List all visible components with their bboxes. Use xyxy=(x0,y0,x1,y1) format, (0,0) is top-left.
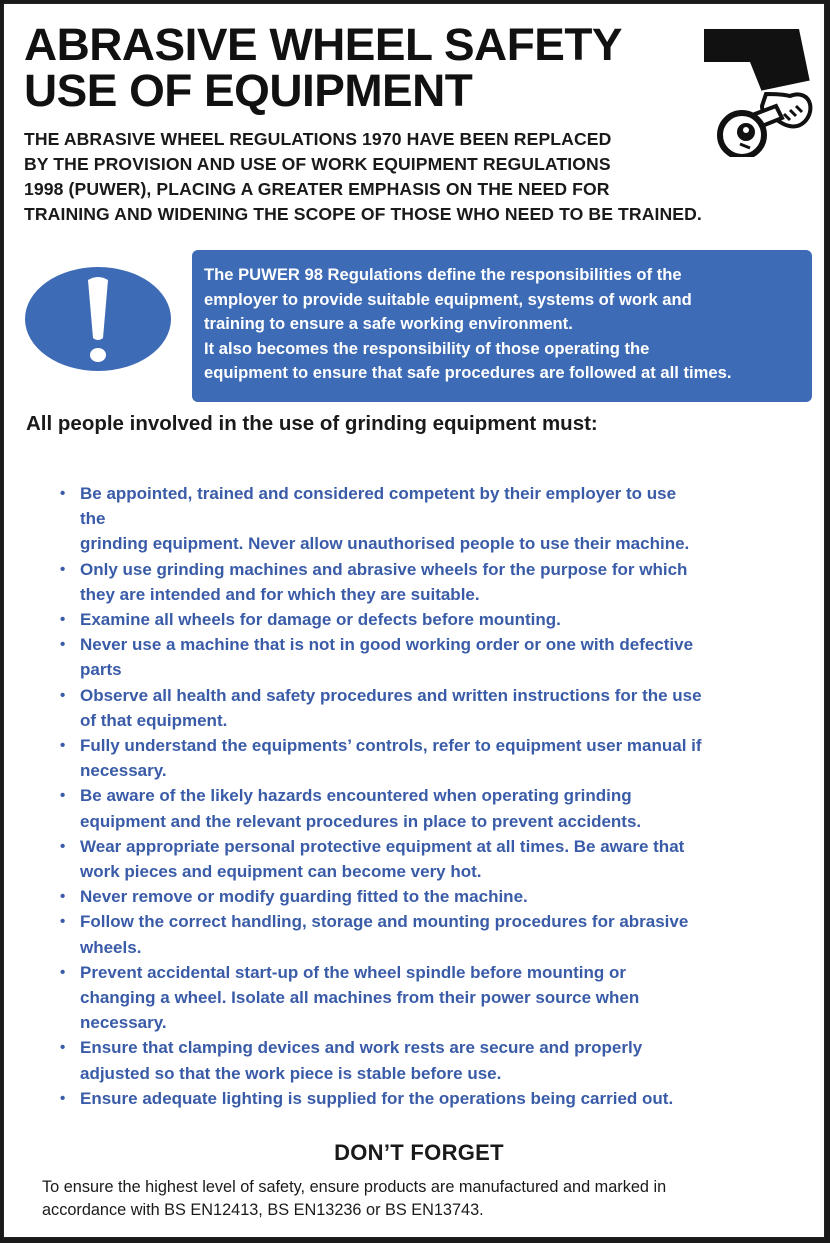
list-item: • Ensure adequate lighting is supplied for the operations being carried out. xyxy=(60,1086,800,1111)
bullet-icon: • xyxy=(60,837,66,855)
intro-line: THE ABRASIVE WHEEL REGULATIONS 1970 HAVE BEEN REPLACED xyxy=(24,129,612,149)
list-item: • Never remove or modify guarding fitted to the machine. xyxy=(60,884,800,909)
bullet-icon: • xyxy=(60,787,66,805)
exclamation-circle-icon xyxy=(24,266,172,372)
bullet-icon: • xyxy=(60,1089,66,1107)
bullet-icon: • xyxy=(60,686,66,704)
intro-line: BY THE PROVISION AND USE OF WORK EQUIPMENT REGULATIONS xyxy=(24,154,611,174)
info-line: The PUWER 98 Regulations define the responsibilities of the xyxy=(204,265,682,284)
dont-forget-heading: DON’T FORGET xyxy=(334,1140,504,1165)
info-line: employer to provide suitable equipment, systems of work and xyxy=(204,289,692,309)
bullet-icon: • xyxy=(60,611,66,629)
bullet-icon: • xyxy=(60,1039,66,1057)
list-item: • Follow the correct handling, storage and mounting procedures for abrasive wheels. xyxy=(60,909,800,959)
list-item: • Be appointed, trained and considered competent by their employer to use the grinding equipment. Never allow unauthorised people to use their machine. xyxy=(60,481,800,557)
list-item: • Observe all health and safety procedures and written instructions for the use of that equipment. xyxy=(60,683,800,733)
info-box xyxy=(192,250,812,402)
list-item: • Prevent accidental start-up of the wheel spindle before mounting or changing a wheel. Isolate all machines from their power source when necessary. xyxy=(60,960,800,1036)
info-line: equipment to ensure that safe procedures are followed at all times. xyxy=(204,363,732,383)
bullet-icon: • xyxy=(60,888,66,906)
intro-line: TRAINING AND WIDENING THE SCOPE OF THOSE WHO NEED TO BE TRAINED. xyxy=(24,204,702,224)
bullet-icon: • xyxy=(60,636,66,654)
bullet-icon: • xyxy=(60,737,66,755)
lead-heading: All people involved in the use of grinding equipment must: xyxy=(26,412,598,435)
bullet-icon: • xyxy=(60,485,66,502)
safety-sign xyxy=(3,3,825,1238)
footer-line: To ensure the highest level of safety, ensure products are manufactured and marked in xyxy=(42,1178,667,1196)
info-line: training to ensure a safe working environment. xyxy=(204,314,573,334)
list-item: • Never use a machine that is not in good working order or one with defective parts xyxy=(60,632,800,682)
footer-text xyxy=(42,1176,802,1222)
bullet-icon: • xyxy=(60,560,66,578)
title-line-1: ABRASIVE WHEEL SAFETY xyxy=(24,19,622,70)
requirements-list xyxy=(60,481,800,1111)
intro-text xyxy=(24,127,804,227)
list-item: • Be aware of the likely hazards encountered when operating grinding equipment and the relevant procedures in place to prevent accidents. xyxy=(60,783,800,833)
bullet-icon: • xyxy=(60,963,66,981)
bullet-icon: • xyxy=(60,913,66,931)
list-item: • Fully understand the equipments’ controls, refer to equipment user manual if necessary. xyxy=(60,733,800,783)
list-item: • Ensure that clamping devices and work rests are secure and properly adjusted so that the work piece is stable before use. xyxy=(60,1035,800,1085)
sign-title xyxy=(24,19,622,116)
footer-line: accordance with BS EN12413, BS EN13236 or BS EN13743. xyxy=(42,1201,484,1219)
list-item: • Examine all wheels for damage or defects before mounting. xyxy=(60,607,800,632)
list-item: • Only use grinding machines and abrasive wheels for the purpose for which they are intended and for which they are suitable. xyxy=(60,557,800,607)
intro-line: 1998 (PUWER), PLACING A GREATER EMPHASIS ON THE NEED FOR xyxy=(24,179,610,199)
title-line-2: USE OF EQUIPMENT xyxy=(24,65,473,116)
info-line: It also becomes the responsibility of those operating the xyxy=(204,338,650,358)
list-item: • Wear appropriate personal protective equipment at all times. Be aware that work pieces and equipment can become very hot. xyxy=(60,834,800,884)
